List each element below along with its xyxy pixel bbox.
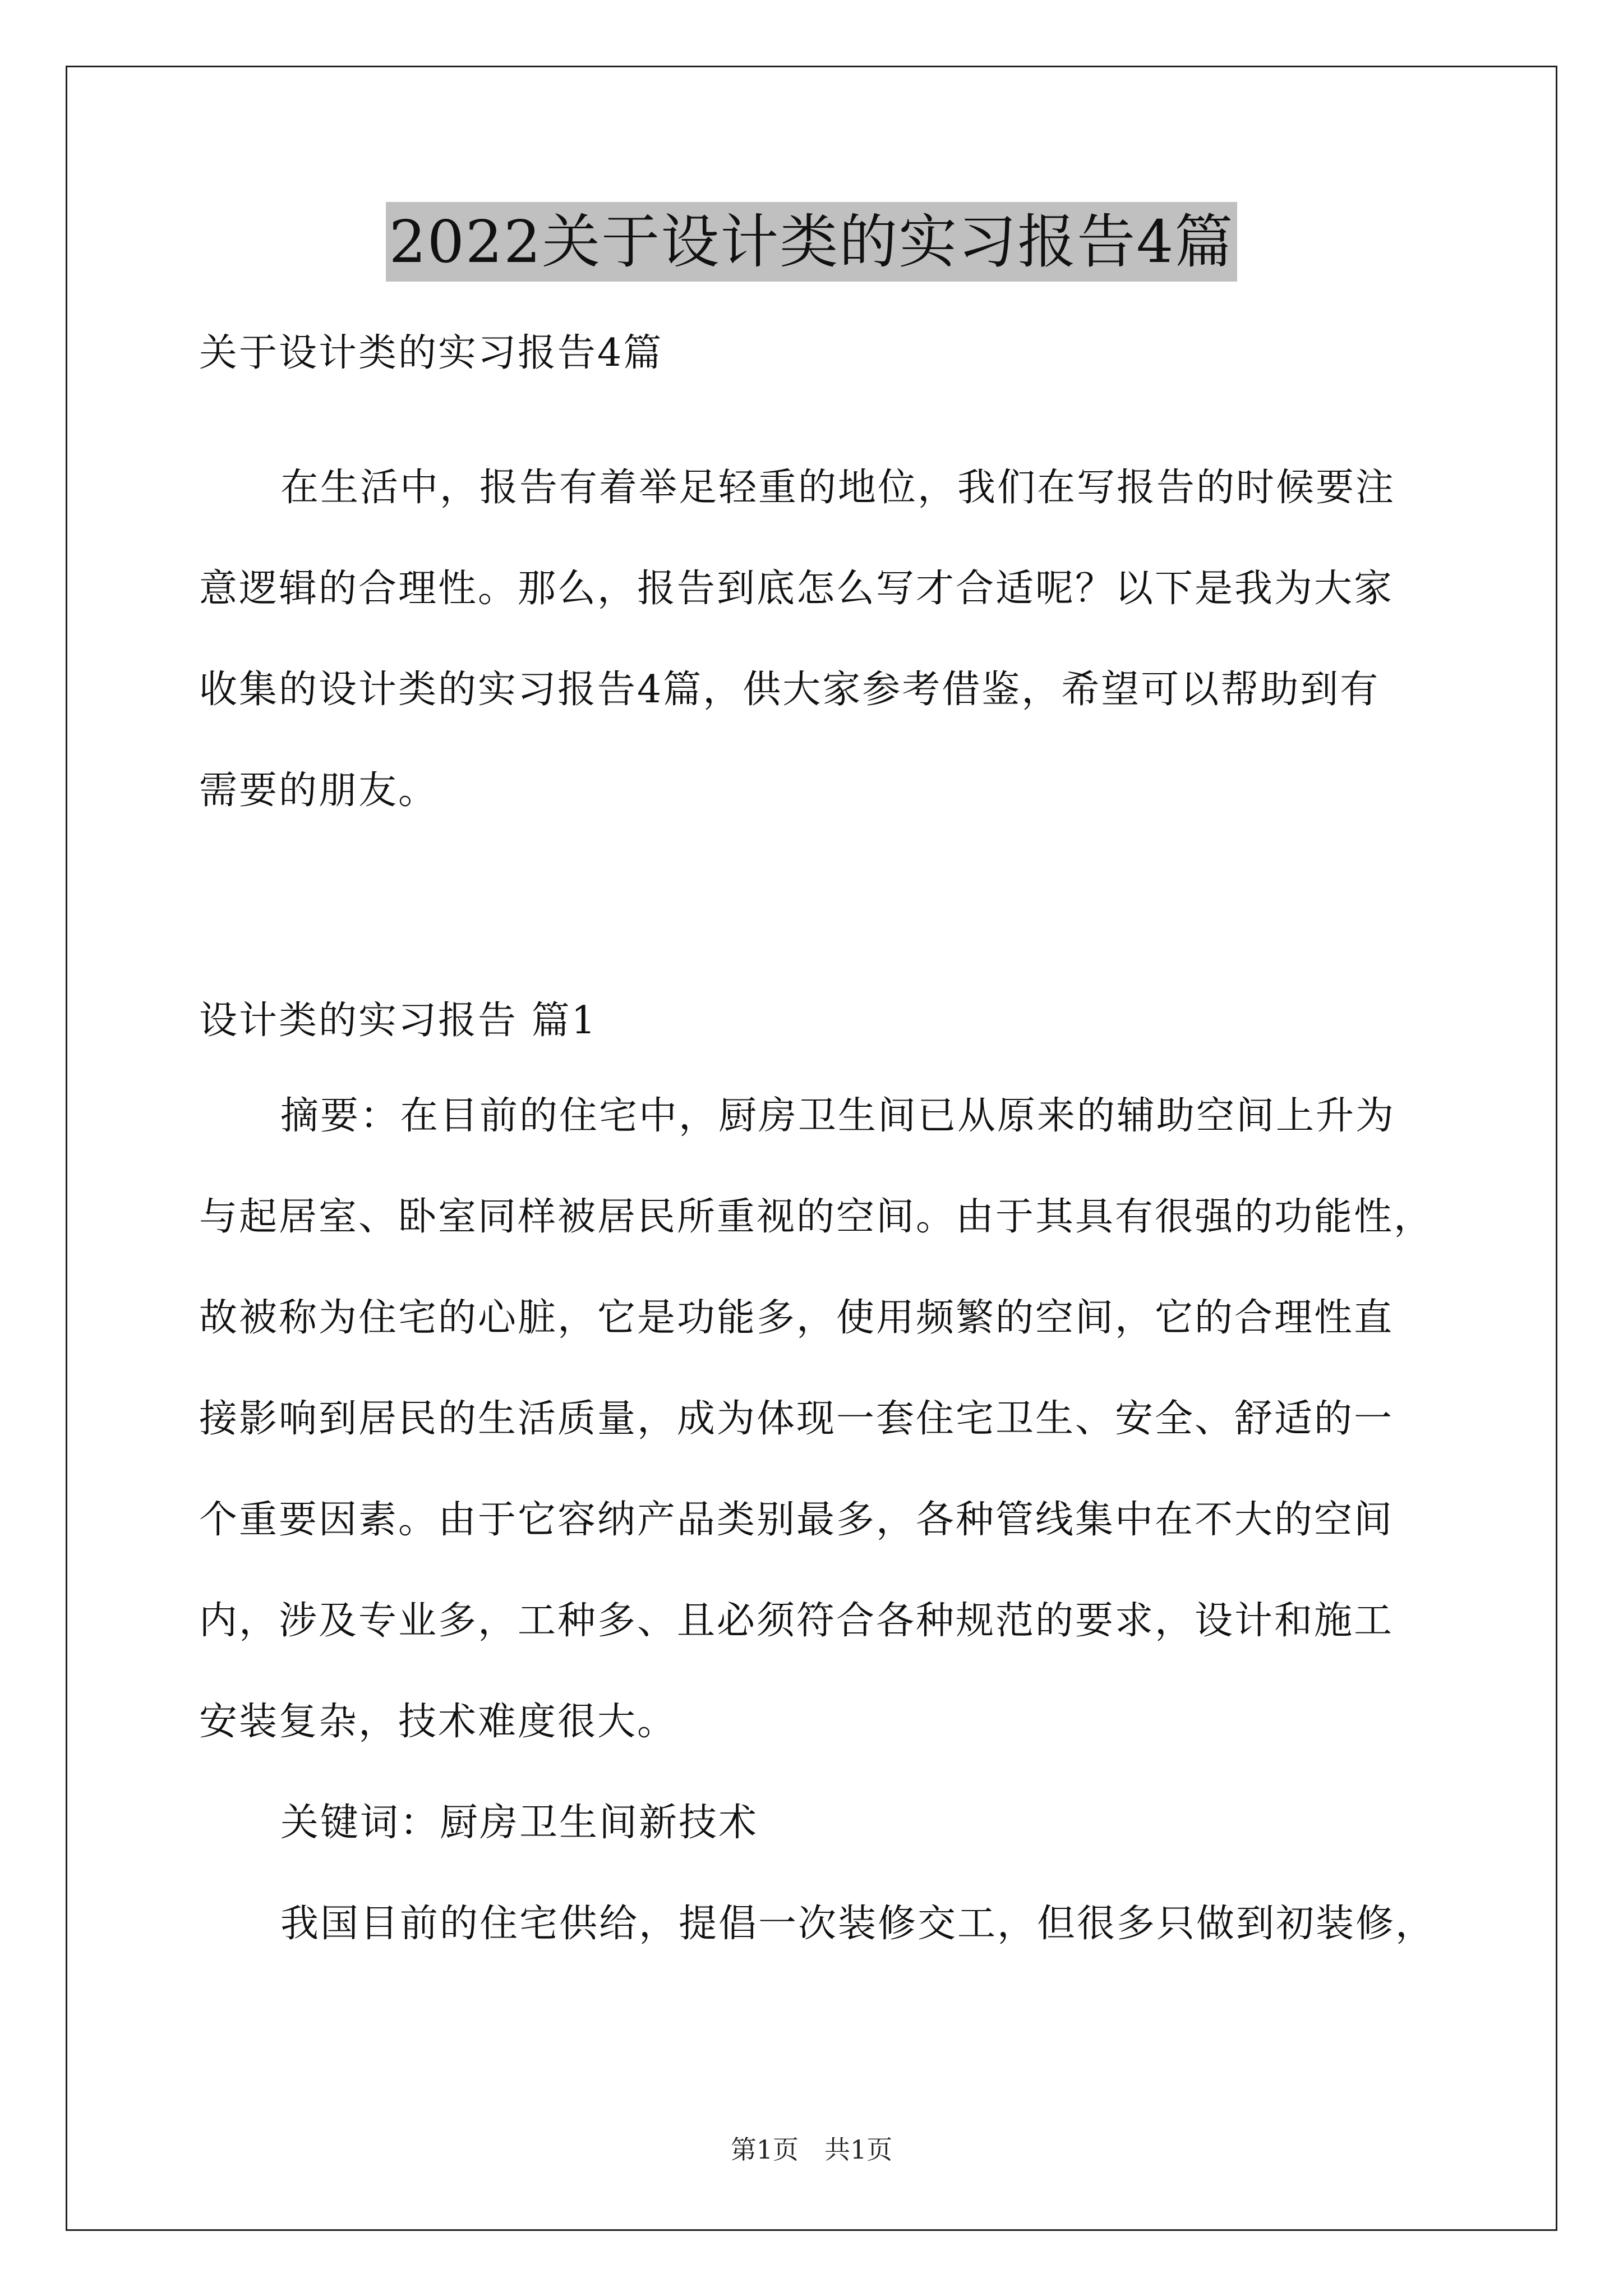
paragraph-line: 故被称为住宅的心脏，它是功能多，使用频繁的空间，它的合理性直 <box>199 1296 1394 1340</box>
paragraph-line: 我国目前的住宅供给，提倡一次装修交工，但很多只做到初装修， <box>280 1902 1436 1946</box>
section-heading-part-1: 设计类的实习报告 篇1 <box>199 999 597 1043</box>
paragraph-line: 内，涉及专业多，工种多、且必须符合各种规范的要求，设计和施工 <box>199 1599 1394 1643</box>
paragraph-line: 在生活中，报告有着举足轻重的地位，我们在写报告的时候要注 <box>280 466 1396 510</box>
document-title: 2022关于设计类的实习报告4篇 <box>386 202 1238 282</box>
page-footer: 第1页 共1页 <box>730 2134 893 2165</box>
paragraph-line: 摘要：在目前的住宅中，厨房卫生间已从原来的辅助空间上升为 <box>280 1094 1396 1138</box>
paragraph-line: 安装复杂，技术难度很大。 <box>199 1700 677 1744</box>
paragraph-line: 个重要因素。由于它容纳产品类别最多，各种管线集中在不大的空间 <box>199 1498 1394 1542</box>
document-title-block <box>0 202 1623 286</box>
paragraph-line: 与起居室、卧室同样被居民所重视的空间。由于其具有很强的功能性， <box>199 1195 1434 1239</box>
paragraph-line: 意逻辑的合理性。那么，报告到底怎么写才合适呢？以下是我为大家 <box>199 567 1394 611</box>
keywords-line: 关键词：厨房卫生间新技术 <box>280 1801 759 1845</box>
paragraph-line: 接影响到居民的生活质量，成为体现一套住宅卫生、安全、舒适的一 <box>199 1397 1394 1441</box>
paragraph-line: 收集的设计类的实习报告4篇，供大家参考借鉴，希望可以帮助到有 <box>199 668 1380 712</box>
section-heading-intro: 关于设计类的实习报告4篇 <box>199 331 663 375</box>
paragraph-line: 需要的朋友。 <box>199 769 439 813</box>
